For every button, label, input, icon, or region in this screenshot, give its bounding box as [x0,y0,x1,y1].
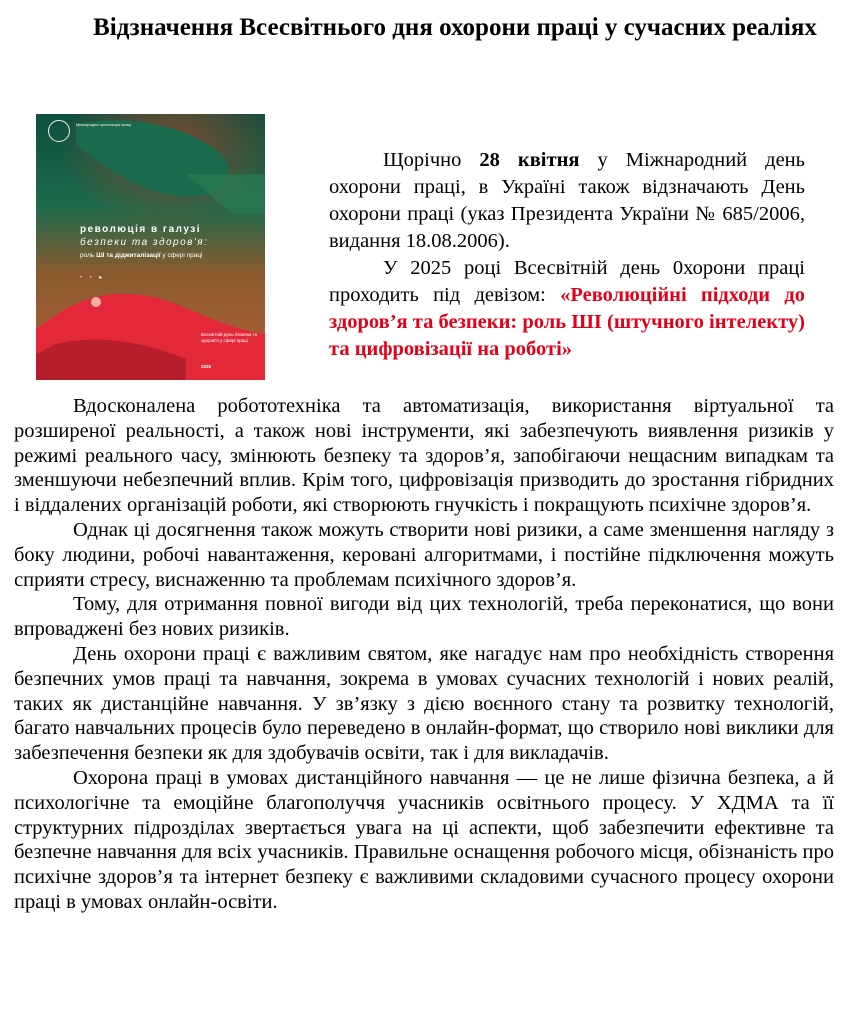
body-paragraph: День охорони праці є важливим святом, яке нагадує нам про необхідність створення безпечних умов праці та навчання, зокрема в умовах сучасних технологій і нових реалій, таких як дистанційне навчання. У зв’язку з дією воєнного стану та розвитку технологій, багато навчальних процесів було переведено в онлайн-формат, що створило нові виклики для забезпечення безпеки як для здобувачів освіти, так і для викладачів. [14,642,834,765]
poster-year: 2025 [201,364,212,369]
intro-block [329,147,805,363]
intro-p1-text-b: у Міжнародний день охорони праці, в Україні також відзначають День охорони праці (указ Президента України № 685/2006, видання 18.08.2006). [329,149,805,252]
body-paragraph: Однак ці досягнення також можуть створити нові ризики, а саме зменшення нагляду з боку людини, робочі навантаження, керовані алгоритмами, і постійне підключення можуть сприяти стресу, виснаженню та проблемам психічного здоров’я. [14,518,834,591]
intro-p2-text: У 2025 році Всесвітній день 0хорони праці проходить під девізом: [329,257,805,306]
nose-highlight [91,297,101,307]
page-title: Відзначення Всесвітнього дня охорони праці у сучасних реаліях [93,14,817,41]
poster-heading-1: революція в галузі [80,224,202,235]
poster-subtitle-bold: ШІ та діджиталізації [96,252,161,259]
intro-p1-text-a: Щорічно [383,149,480,171]
intro-p1-date: 28 квітня [479,149,580,171]
body-paragraph: Охорона праці в умовах дистанційного навчання — це не лише фізична безпека, а й психологічне та емоційне благополуччя учасників освітнього процесу. У ХДМА та її структурних підрозділах звертається увага на ці аспекти, щоб забезпечити ефективне та безпечне навчання для всіх учасників. Правильне оснащення робочого місця, обізнаність про психічне здоров’я та інтернет безпеку є важливими складовими сучасного процесу охорони праці в умовах онлайн-освіти. [14,766,834,913]
poster-dots: • • ▸ [80,275,106,281]
poster-subtitle-pre: роль [80,252,97,259]
poster-heading-2: безпеки та здоров'я: [80,237,209,248]
body-text [14,394,834,915]
poster-org: Міжнародна організація праці [76,122,132,127]
poster-subtitle-post: у сфері праці [160,252,203,259]
ilo-logo-icon [48,120,70,142]
poster-image [36,114,265,380]
intro-paragraph-2 [329,255,805,363]
poster-subtitle [80,252,230,260]
poster-corner-text: Всесвітній день безпеки та здоров'я у сфері праці [201,332,258,343]
intro-paragraph-1 [329,147,805,255]
body-paragraph: Тому, для отримання повної вигоди від цих технологій, треба переконатися, що вони впроваджені без нових ризиків. [14,593,834,641]
motto-text: «Революційні підходи до здоров’я та безпеки: роль ШІ (штучного інтелекту) та цифровізації на роботі» [329,284,806,360]
body-paragraph: Вдосконалена робототехніка та автоматизація, використання віртуальної та розширеної реальності, а також нові інструменти, які забезпечують виявлення ризиків у режимі реального часу, змінюють безпеку та здоров’я, запобігаючи нещасним випадкам та зменшуючи небезпечний вплив. Крім того, цифровізація призводить до зростання гібридних і віддалених організацій роботи, які створюють гнучкість і покращують психічне здоров’я. [14,395,834,517]
